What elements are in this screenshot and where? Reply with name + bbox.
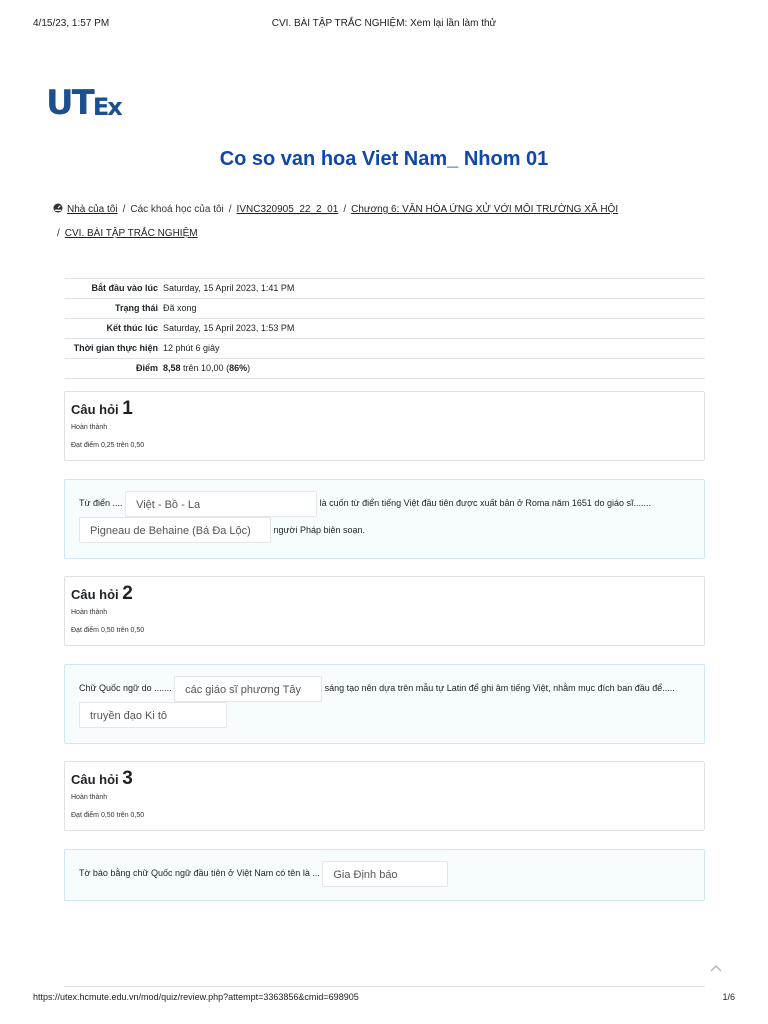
- summary-label: Bắt đầu vào lúc: [91, 283, 158, 293]
- summary-label: Điểm: [135, 363, 158, 373]
- breadcrumb-separator: /: [228, 204, 232, 215]
- grade-score: 8,58: [163, 363, 181, 373]
- print-footer: [33, 992, 735, 1002]
- answer-field[interactable]: truyền đạo Ki tô: [79, 702, 227, 728]
- question-number-value: 1: [122, 398, 133, 419]
- question-number-value: 2: [122, 583, 133, 604]
- print-page-title: CVI. BÀI TẬP TRẮC NGHIỆM: Xem lại lần làm thử: [271, 18, 497, 29]
- summary-value: Saturday, 15 April 2023, 1:53 PM: [163, 323, 295, 333]
- logo-letter-t: T: [71, 83, 93, 123]
- question-number: [71, 584, 698, 605]
- question-text-segment: Chữ Quốc ngữ do .......: [79, 683, 172, 693]
- question-state: Hoàn thành: [71, 609, 108, 616]
- question-grade: Đạt điểm 0,50 trên 0,50: [71, 627, 145, 634]
- utex-logo[interactable]: [46, 83, 121, 123]
- summary-label: Thời gian thực hiện: [73, 343, 158, 353]
- summary-row-completed: [65, 319, 705, 339]
- question-text-1: [64, 479, 705, 559]
- breadcrumb-separator: /: [343, 204, 347, 215]
- question-info-3: [64, 761, 705, 831]
- breadcrumb-courses: Các khoá học của tôi: [130, 204, 224, 215]
- summary-value: Đã xong: [163, 303, 197, 313]
- attempt-summary-table: [65, 278, 705, 379]
- breadcrumb-home-link[interactable]: Nhà của tôi: [67, 204, 118, 215]
- grade-end-text: ): [247, 363, 251, 373]
- question-number-value: 3: [122, 768, 133, 789]
- summary-value: [163, 359, 705, 379]
- question-text-segment: người Pháp biên soạn.: [273, 524, 366, 535]
- question-info-1: [64, 391, 705, 461]
- question-info-2: [64, 576, 705, 646]
- summary-value: Saturday, 15 April 2023, 1:41 PM: [163, 283, 295, 293]
- summary-row-grade: [65, 359, 705, 379]
- question-grade: Đạt điểm 0,25 trên 0,50: [71, 442, 145, 449]
- course-title: Co so van hoa Viet Nam_ Nhom 01: [219, 148, 549, 170]
- summary-row-started: [65, 279, 705, 299]
- answer-field[interactable]: Pigneau de Behaine (Bá Đa Lộc): [79, 517, 271, 543]
- answer-field[interactable]: các giáo sĩ phương Tây: [174, 676, 322, 702]
- question-text-segment: là cuốn từ điển tiếng Việt đầu tiên được xuất bản ở Roma năm 1651 do giáo sĩ.......: [319, 498, 651, 508]
- answer-field[interactable]: Gia Định báo: [322, 861, 448, 887]
- question-number: [71, 399, 698, 420]
- chevron-up-icon[interactable]: [708, 962, 724, 974]
- question-label: Câu hỏi: [71, 402, 119, 417]
- question-number: [71, 769, 698, 790]
- breadcrumb-chapter-link[interactable]: Chương 6: VĂN HÓA ỨNG XỬ VỚI MÔI TRƯỜNG XÃ HỘI: [351, 204, 619, 215]
- summary-value: 12 phút 6 giây: [163, 343, 220, 353]
- breadcrumb-quiz-link[interactable]: CVI. BÀI TẬP TRẮC NGHIỆM: [64, 228, 198, 239]
- breadcrumb: [53, 198, 713, 246]
- footer-divider: [64, 986, 705, 987]
- question-grade: Đạt điểm 0,50 trên 0,50: [71, 812, 145, 819]
- dashboard-gauge-icon: [53, 203, 63, 213]
- question-text-2: [64, 664, 705, 744]
- summary-row-time: [65, 339, 705, 359]
- summary-row-state: [65, 299, 705, 319]
- breadcrumb-course-link[interactable]: IVNC320905_22_2_01: [236, 204, 339, 215]
- question-label: Câu hỏi: [71, 587, 119, 602]
- print-header: [33, 18, 735, 32]
- question-text-segment: sáng tạo nên dựa trên mẫu tự Latin để ghi âm tiếng Việt, nhằm mục đích ban đầu để.....: [324, 683, 675, 693]
- grade-percent: 86%: [229, 363, 248, 373]
- breadcrumb-separator: /: [57, 228, 60, 239]
- summary-label: Trạng thái: [114, 303, 158, 313]
- print-page-number: 1/6: [722, 992, 735, 1002]
- answer-field[interactable]: Việt - Bồ - La: [125, 491, 317, 517]
- print-datetime: 4/15/23, 1:57 PM: [33, 18, 110, 29]
- breadcrumb-separator: /: [122, 204, 126, 215]
- question-state: Hoàn thành: [71, 794, 108, 801]
- question-state: Hoàn thành: [71, 424, 108, 431]
- question-label: Câu hỏi: [71, 772, 119, 787]
- summary-label: Kết thúc lúc: [106, 323, 158, 333]
- logo-letters-ex: Ex: [92, 93, 121, 121]
- question-text-segment: Từ điển ....: [79, 498, 123, 508]
- logo-letter-u: U: [46, 83, 72, 123]
- grade-mid-text: trên 10,00 (: [180, 363, 230, 373]
- question-text-3: [64, 849, 705, 901]
- print-url: https://utex.hcmute.edu.vn/mod/quiz/review.php?attempt=3363856&cmid=698905: [33, 992, 359, 1002]
- question-text-segment: Tờ báo bằng chữ Quốc ngữ đầu tiên ở Việt Nam có tên là ...: [79, 868, 320, 878]
